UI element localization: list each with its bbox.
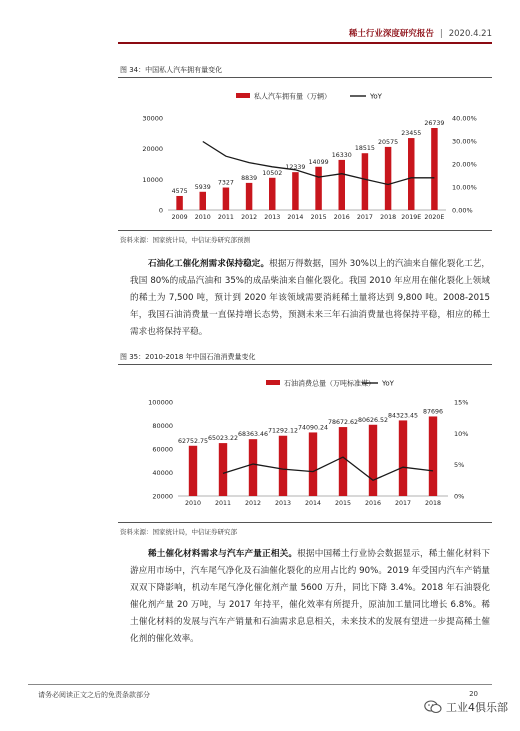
car-bar-value-label: 4575 <box>171 187 188 195</box>
oil-bar <box>219 443 227 496</box>
car-bar <box>362 153 368 210</box>
car-y-tick-label: 30000 <box>142 114 163 123</box>
oil-bar-value-label: 71292.12 <box>267 427 299 435</box>
oil-legend-line-label: YoY <box>382 379 394 388</box>
oil-bar <box>249 439 257 496</box>
car-bar <box>315 167 321 210</box>
oil-x-tick-label: 2011 <box>214 500 232 507</box>
car-bar <box>408 138 414 210</box>
car-x-tick-label: 2016 <box>333 214 350 221</box>
car-bar <box>246 183 252 210</box>
car-legend-bar-label: 私人汽车拥有量（万辆） <box>254 92 331 101</box>
oil-bar-value-label: 74090.24 <box>297 424 329 432</box>
figure35-bottom-rule <box>118 522 492 523</box>
car-y-tick-label: 20000 <box>142 145 163 154</box>
page-number: 20 <box>469 690 478 698</box>
oil-legend-bar-swatch <box>266 380 280 385</box>
paragraph-catalyst-body: 根据万得数据，国外 30%以上的汽油来自催化裂化工艺，我国 80%的成品汽油和 35%的成品柴油来自催化裂化。我国 2010 年应用在催化裂化上领域的稀土为 7,500 吨，预计到 2020 年该领域需要消耗稀土量将达到 9,800 吨。2008-2015 年，我国石油消费量一直保持增长态势，预测未来三年石油消费量也将保持平稳，相应的稀土需求也将保持平稳。 <box>130 259 490 337</box>
paragraph-auto-body: 根据中国稀土行业协会数据显示，稀土催化材料下游应用市场中，汽车尾气净化及石油催化裂化的应用占比约 90%。2019 年受国内汽车产销量双双下降影响，机动车尾气净化催化剂产量 5600 万升，同比下降 3.4%。2018 年石油裂化催化剂产量 20 万吨，与 2017 年持平，催化效率有所提升，原油加工量同比增长 6.8%。稀土催化材料的发展与汽车产销量和石油需求息息相关，未来技术的发展有望进一步提高稀土催化剂的催化效率。 <box>130 549 490 644</box>
car-x-tick-label: 2020E <box>424 214 445 221</box>
car-x-tick-label: 2019E <box>401 214 422 221</box>
car-bar <box>292 172 298 210</box>
oil-x-tick-label: 2014 <box>304 500 322 507</box>
header-rule <box>118 42 492 44</box>
car-bar-value-label: 8839 <box>241 174 258 182</box>
report-date: 2020.4.21 <box>448 29 492 39</box>
report-title: 稀土行业深度研究报告 <box>348 29 434 39</box>
oil-y2-tick-label: 0% <box>454 492 465 501</box>
paragraph-auto <box>130 546 490 648</box>
footer-rule <box>28 684 492 685</box>
wechat-icon <box>424 700 442 714</box>
oil-x-tick-label: 2013 <box>274 500 292 507</box>
oil-y-tick-label: 20000 <box>152 492 173 501</box>
oil-bar <box>339 427 347 496</box>
oil-x-tick-label: 2016 <box>364 500 382 507</box>
watermark <box>424 699 508 715</box>
car-legend-bar-swatch <box>236 93 250 98</box>
oil-x-tick-label: 2017 <box>394 500 412 507</box>
car-legend-line-label: YoY <box>370 92 382 101</box>
car-ownership-chart <box>118 80 492 228</box>
oil-bar <box>309 432 317 496</box>
car-bar-value-label: 7327 <box>217 179 234 187</box>
car-bar-value-label: 14099 <box>308 158 329 166</box>
oil-y2-tick-label: 5% <box>454 461 465 470</box>
oil-y2-tick-label: 15% <box>454 398 469 407</box>
oil-bar <box>279 436 287 496</box>
car-bar <box>385 147 391 210</box>
car-x-tick-label: 2013 <box>264 214 281 221</box>
oil-bar-value-label: 78672.62 <box>327 419 359 427</box>
footer-disclaimer: 请务必阅读正文之后的免责条款部分 <box>38 691 150 699</box>
car-bar-value-label: 5939 <box>194 183 211 191</box>
car-y2-tick-label: 0.00% <box>452 206 473 215</box>
car-bar-value-label: 23455 <box>401 130 422 138</box>
car-bar-value-label: 16330 <box>331 151 352 159</box>
car-x-tick-label: 2009 <box>171 214 188 221</box>
car-bar-value-label: 12339 <box>285 164 306 172</box>
car-x-tick-label: 2018 <box>380 214 397 221</box>
car-x-tick-label: 2010 <box>194 214 211 221</box>
car-bar <box>339 160 345 210</box>
car-bar <box>200 192 206 210</box>
figure34-rule <box>118 77 492 78</box>
car-y2-tick-label: 30.00% <box>452 137 477 146</box>
car-x-tick-label: 2012 <box>241 214 258 221</box>
oil-bar-value-label: 87696 <box>422 408 444 416</box>
figure34-source: 资料来源：国家统计局，中信证券研究部预测 <box>120 236 250 244</box>
oil-bar-value-label: 68363.46 <box>237 431 269 439</box>
oil-y-tick-label: 60000 <box>152 445 173 454</box>
car-y2-tick-label: 40.00% <box>452 114 477 123</box>
oil-x-tick-label: 2012 <box>244 500 262 507</box>
figure35-caption: 图 35：2010-2018 年中国石油消费量变化 <box>120 353 256 361</box>
oil-x-tick-label: 2010 <box>184 500 202 507</box>
car-x-tick-label: 2017 <box>356 214 373 221</box>
paragraph-catalyst-lead: 石油化工催化剂需求保持稳定。 <box>148 259 270 269</box>
car-y-tick-label: 10000 <box>142 175 163 184</box>
oil-y-tick-label: 100000 <box>148 398 173 407</box>
figure34-caption: 图 34：中国私人汽车拥有量变化 <box>120 66 223 74</box>
oil-y-tick-label: 80000 <box>152 422 173 430</box>
oil-bar <box>369 425 377 496</box>
car-bar-value-label: 20575 <box>378 138 399 146</box>
oil-y-tick-label: 40000 <box>152 469 173 477</box>
figure34-bottom-rule <box>118 230 492 231</box>
car-y2-tick-label: 20.00% <box>452 160 477 169</box>
header-separator: | <box>439 29 443 39</box>
car-x-tick-label: 2015 <box>310 214 327 221</box>
car-bar <box>431 128 437 210</box>
car-x-tick-label: 2014 <box>287 214 304 221</box>
report-header <box>349 27 492 39</box>
oil-legend-bar-label: 石油消费总量（万吨标准煤） <box>284 379 375 388</box>
figure35-rule <box>118 364 492 365</box>
oil-bar <box>189 446 197 496</box>
figure35-source: 资料来源：国家统计局，中信证券研究部 <box>120 528 237 536</box>
car-bar <box>269 178 275 210</box>
car-bar-value-label: 18515 <box>354 145 375 153</box>
oil-bar-value-label: 84323.45 <box>387 412 419 420</box>
oil-bar-value-label: 62752.75 <box>177 437 209 445</box>
car-bar <box>223 188 229 210</box>
car-bar-value-label: 26739 <box>424 120 445 128</box>
paragraph-auto-lead: 稀土催化材料需求与汽车产量正相关。 <box>148 549 298 559</box>
car-bar <box>176 196 182 210</box>
paragraph-catalyst <box>130 256 490 341</box>
oil-bar <box>429 416 437 496</box>
car-x-tick-label: 2011 <box>217 214 234 221</box>
car-y2-tick-label: 10.00% <box>452 183 477 192</box>
oil-bar-value-label: 80626.52 <box>357 416 389 424</box>
watermark-text: 工业4俱乐部 <box>446 701 508 714</box>
oil-bar <box>399 420 407 496</box>
car-y-tick-label: 0 <box>158 206 163 215</box>
car-bar-value-label: 10502 <box>262 169 283 177</box>
oil-consumption-chart <box>118 368 492 520</box>
oil-x-tick-label: 2015 <box>334 500 352 507</box>
oil-bar-value-label: 65023.22 <box>207 435 239 443</box>
oil-y2-tick-label: 10% <box>454 429 469 438</box>
oil-x-tick-label: 2018 <box>424 500 442 507</box>
